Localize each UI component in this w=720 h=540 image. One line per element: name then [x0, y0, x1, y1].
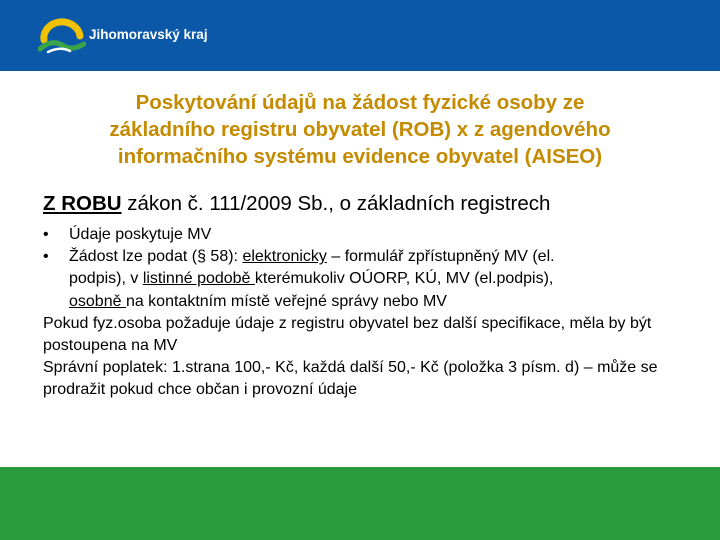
brand-name: Jihomoravský kraj — [89, 27, 208, 42]
bullet-line-1: Žádost lze podat (§ 58): elektronicky – formulář zpřístupněný MV (el. — [69, 248, 555, 266]
bullet-item-2 — [43, 246, 703, 313]
body-text — [43, 224, 703, 402]
title-line-1: Poskytování údajů na žádost fyzické osoby ze — [135, 91, 585, 114]
bullet-line-2: podpis), v listinné podobě kterémukoliv OÚORP, KÚ, MV (el.podpis), — [69, 270, 554, 288]
slide-title — [40, 89, 680, 170]
title-line-2: základního registru obyvatel (ROB) x z agendového — [109, 118, 611, 141]
header-bar — [0, 0, 720, 71]
underlined-personal: osobně — [69, 292, 126, 310]
region-logo-icon — [38, 16, 86, 56]
title-line-3: informačního systému evidence obyvatel (AISEO) — [117, 145, 603, 168]
section-heading — [43, 191, 550, 217]
bullet-marker: • — [43, 248, 49, 266]
bullet-item-1 — [43, 224, 703, 246]
bullet-line-3: osobně na kontaktním místě veřejné správy nebo MV — [69, 292, 447, 310]
bullet-text: Údaje poskytuje MV — [69, 226, 212, 243]
section-heading-rest: zákon č. 111/2009 Sb., o základních registrech — [121, 192, 551, 215]
underlined-electronic: elektronicky — [242, 248, 327, 266]
paragraph-2: Správní poplatek: 1.strana 100,- Kč, každá další 50,- Kč (položka 3 písm. d) – může se prodražit pokud chce občan i provozní údaje — [43, 359, 658, 399]
underlined-paper: listinné podobě — [142, 270, 255, 288]
paragraph-1: Pokud fyz.osoba požaduje údaje z registru obyvatel bez další specifikace, měla by být postoupena na MV — [43, 314, 652, 355]
section-heading-bold: Z ROBU — [43, 192, 122, 215]
footer-bar — [0, 467, 720, 540]
bullet-marker: • — [43, 226, 49, 243]
